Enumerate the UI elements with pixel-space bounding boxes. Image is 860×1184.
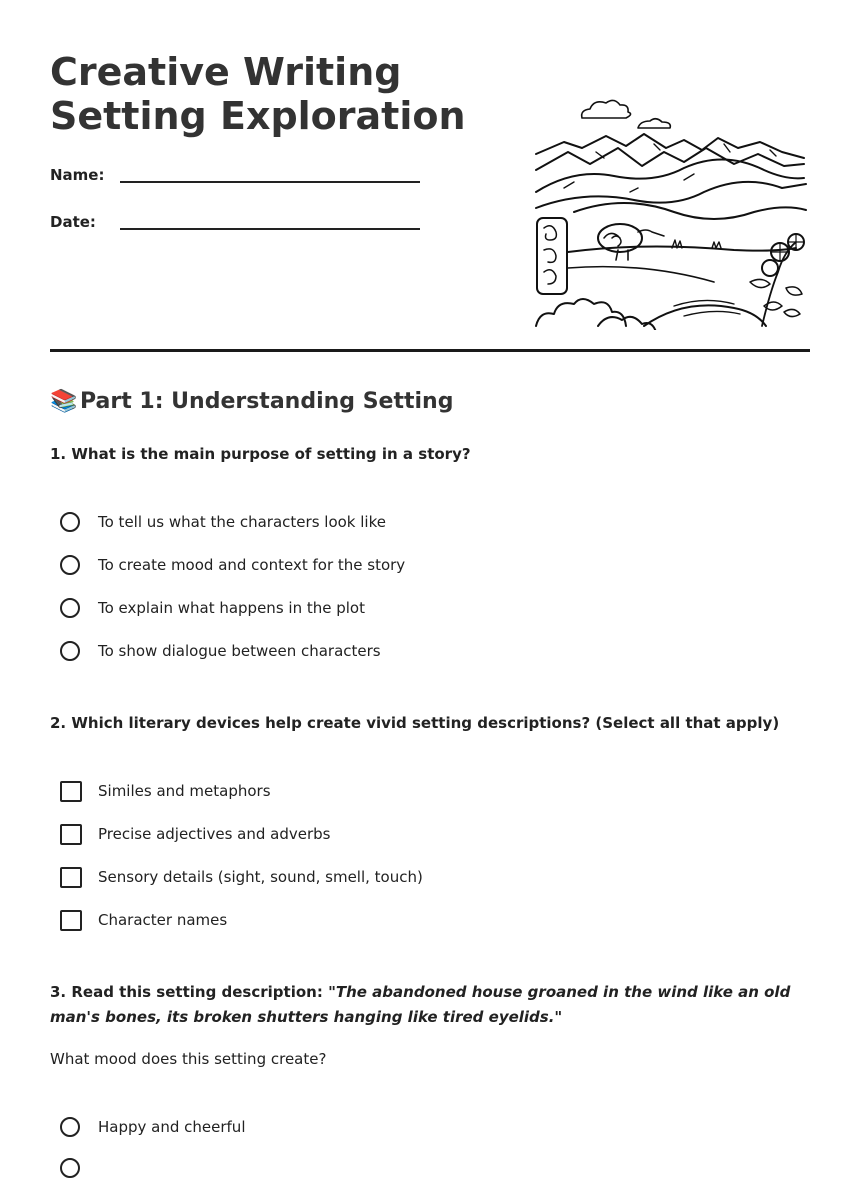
section-title-part1: [50, 386, 453, 418]
question-3-prompt: What mood does this setting create?: [50, 1050, 327, 1068]
question-2: 2. Which literary devices help create vivid setting descriptions? (Select all that apply): [50, 714, 780, 732]
q3-option-1[interactable]: [60, 1115, 760, 1143]
page-title: Creative Writing Setting Exploration: [50, 50, 466, 138]
name-field[interactable]: [50, 165, 470, 195]
checkbox[interactable]: [60, 781, 82, 802]
question-3-prefix: 3. Read this setting description:: [50, 983, 323, 1001]
option-label: Character names: [98, 911, 228, 929]
date-label: Date:: [50, 213, 96, 231]
books-icon: 📚: [50, 389, 78, 414]
option-label: Precise adjectives and adverbs: [98, 825, 331, 843]
header-divider: [50, 349, 810, 352]
option-label: Similes and metaphors: [98, 782, 271, 800]
option-label: To show dialogue between characters: [98, 642, 381, 660]
landscape-illustration: [534, 92, 810, 330]
q1-option-2[interactable]: [60, 553, 760, 581]
question-3: [50, 980, 810, 1030]
question-3-quote: "The abandoned house groaned in the wind like an old man's bones, its broken shutters hanging like tired eyelids.": [50, 983, 791, 1026]
option-label: Sensory details (sight, sound, smell, touch): [98, 868, 423, 886]
q1-option-3[interactable]: [60, 596, 760, 624]
radio-button[interactable]: [60, 598, 80, 618]
q2-option-2[interactable]: [60, 822, 760, 850]
option-label: To explain what happens in the plot: [98, 599, 365, 617]
radio-button[interactable]: [60, 641, 80, 661]
question-1: 1. What is the main purpose of setting in a story?: [50, 445, 471, 463]
q1-option-4[interactable]: [60, 639, 760, 667]
option-label: Happy and cheerful: [98, 1118, 246, 1136]
name-label: Name:: [50, 166, 105, 184]
q2-option-1[interactable]: [60, 779, 760, 807]
radio-button[interactable]: [60, 555, 80, 575]
radio-button[interactable]: [60, 512, 80, 532]
q3-option-2-partial[interactable]: [60, 1156, 760, 1184]
name-line[interactable]: [120, 181, 420, 183]
section-title-text: Part 1: Understanding Setting: [80, 389, 454, 414]
option-label: To tell us what the characters look like: [98, 513, 386, 531]
date-line[interactable]: [120, 228, 420, 230]
date-field[interactable]: [50, 212, 470, 242]
q2-option-3[interactable]: [60, 865, 760, 893]
checkbox[interactable]: [60, 824, 82, 845]
checkbox[interactable]: [60, 910, 82, 931]
q1-option-1[interactable]: [60, 510, 760, 538]
option-label: To create mood and context for the story: [98, 556, 406, 574]
radio-button[interactable]: [60, 1158, 80, 1178]
checkbox[interactable]: [60, 867, 82, 888]
radio-button[interactable]: [60, 1117, 80, 1137]
q2-option-4[interactable]: [60, 908, 760, 936]
